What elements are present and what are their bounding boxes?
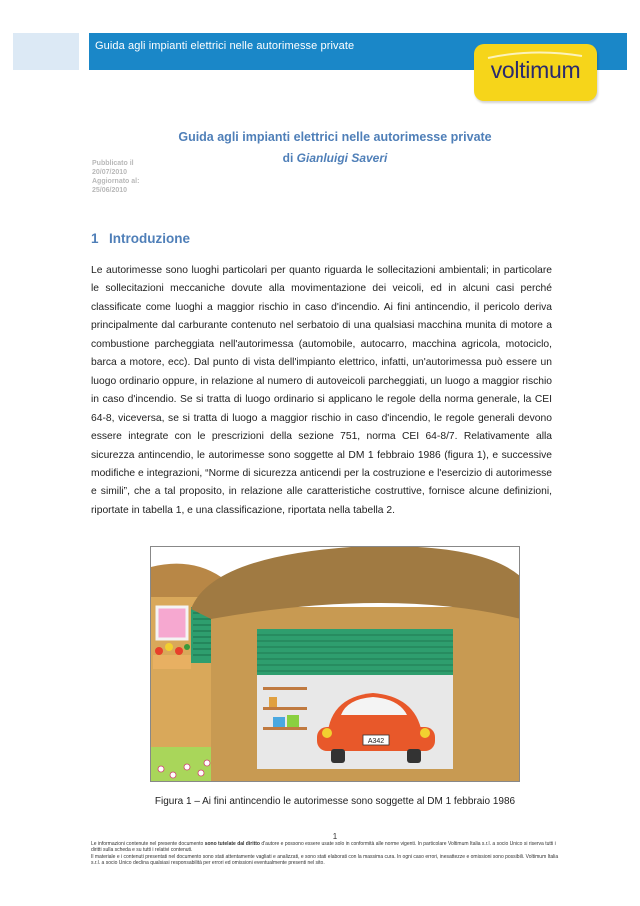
page-number: 1	[332, 832, 338, 841]
intro-paragraph: Le autorimesse sono luoghi particolari per quanto riguarda le sollecitazioni ambientali; in particolare le sollecitazioni meccaniche dovute alla movimentazione dei veicoli, ed in alcuni casi perché classificate come luoghi a maggior rischio in caso d'incendio. Ai fini antincendio, il pericolo deriva principalmente dal carburante contenuto nel serbatoio di una qualsiasi macchina munita di motore a combustione parcheggiata nell'autorimessa (automobile, autocarro, macchina agricola, motociclo, barca a motore, ecc). Dal punto di vista dell'impianto elettrico, infatti, un'autorimessa può essere un luogo ordinario oppure, in relazione al numero di autoveicoli parcheggiati, un luogo a maggior rischio in caso d'incendio. Se si tratta di luogo ordinario si applicano le regole della norma generale, la CEI 64-8, viceversa, se si tratta di luogo a maggior rischio in caso d'incendio, le regole generali devono essere integrate con le prescrizioni della sezione 751, norma CEI 64-8/7. Relativamente alla sicurezza antincendio, le autorimesse sono soggette al DM 1 febbraio 1986 (figura 1), e successive modifiche e integrazioni, “Norme di sicurezza anticendi per la costruzione e l'esercizio di autorimesse e simili”, che a tal proposito, in relazione alle caratteristiche costruttive, fornisce alcune definizioni, riportate in tabella 1, e una classificazione, riportata nella tabella 2.	[91, 265, 552, 516]
footer-line-1: Le informazioni contenute nel presente documento sono tutelate dal diritto d'autore e possono essere usate solo in conformità alle norme vigenti. In particolare Voltimum Italia s.r.l. a socio Unico si riserva tutti i diritti sulla scheda e su tutti i relativi contenuti.	[91, 841, 556, 854]
updated-label: Aggiornato al:	[92, 178, 140, 185]
figure-caption: Figura 1 – Ai fini antincendio le autorimesse sono soggette al DM 1 febbraio 1986	[154, 796, 516, 807]
voltimum-logo[interactable]	[474, 44, 597, 101]
section-title: Introduzione	[109, 231, 190, 246]
footer-line-2: Il materiale e i contenuti presentati nel documento sono stati attentamente vagliati e analizzati, e sono stati elaborati con la massima cura. In ogni caso errori, inesattezze e omissioni sono possibili. Voltimum Italia s.r.l. a socio Unico declina qualsiasi responsabilità per errori ed omissioni eventualmente presenti nel sito.	[91, 853, 559, 867]
garage-illustration	[150, 546, 520, 782]
document-title: Guida agli impianti elettrici nelle autorimesse private	[178, 130, 492, 144]
section-heading	[91, 231, 190, 246]
license-plate: A342	[367, 738, 385, 745]
published-date: 20/07/2010	[92, 169, 128, 176]
updated-date: 25/06/2010	[92, 187, 128, 194]
author-name: Gianluigi Saveri	[296, 151, 388, 165]
published-label: Pubblicato il	[92, 160, 134, 167]
logo-text: voltimum	[490, 57, 581, 83]
footer-disclaimer	[91, 841, 561, 867]
section-number: 1	[91, 231, 99, 246]
publication-meta	[92, 159, 139, 195]
header-title: Guida agli impianti elettrici nelle autorimesse private	[95, 40, 355, 52]
header-accent-block	[13, 33, 79, 70]
author-prefix: di	[282, 151, 294, 165]
